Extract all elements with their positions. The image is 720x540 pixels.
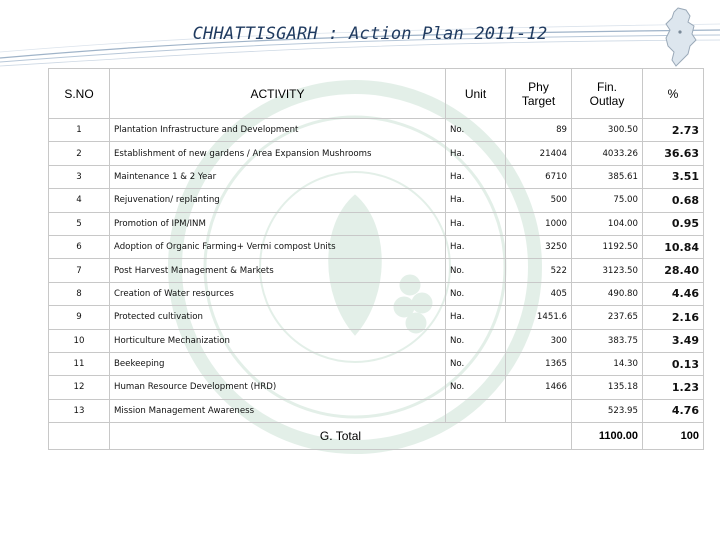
cell-sno: 7 [49, 259, 110, 282]
cell-outlay: 104.00 [572, 212, 643, 235]
cell-activity: Horticulture Mechanization [110, 329, 446, 352]
cell-activity: Beekeeping [110, 352, 446, 375]
cell-sno: 12 [49, 376, 110, 399]
cell-percent: 0.95 [643, 212, 704, 235]
cell-activity: Post Harvest Management & Markets [110, 259, 446, 282]
cell-outlay: 237.65 [572, 306, 643, 329]
cell-sno: 9 [49, 306, 110, 329]
total-label: G. Total [110, 423, 572, 450]
total-row [49, 423, 704, 450]
cell-activity: Adoption of Organic Farming+ Vermi compost Units [110, 235, 446, 258]
cell-target: 405 [506, 282, 572, 305]
cell-outlay: 383.75 [572, 329, 643, 352]
cell-outlay: 1192.50 [572, 235, 643, 258]
cell-unit: Ha. [446, 212, 506, 235]
total-outlay: 1100.00 [572, 423, 643, 450]
cell-unit: No. [446, 329, 506, 352]
table-row [49, 119, 704, 142]
cell-sno: 13 [49, 399, 110, 422]
table-row [49, 306, 704, 329]
cell-percent: 2.16 [643, 306, 704, 329]
cell-target: 89 [506, 119, 572, 142]
total-percent: 100 [643, 423, 704, 450]
cell-target: 1451.6 [506, 306, 572, 329]
cell-sno: 10 [49, 329, 110, 352]
total-blank-cell [49, 423, 110, 450]
cell-outlay: 490.80 [572, 282, 643, 305]
cell-percent: 10.84 [643, 235, 704, 258]
header-target [506, 69, 572, 119]
cell-percent: 2.73 [643, 119, 704, 142]
cell-unit: Ha. [446, 142, 506, 165]
cell-outlay: 4033.26 [572, 142, 643, 165]
cell-target: 522 [506, 259, 572, 282]
cell-target: 1466 [506, 376, 572, 399]
table-row [49, 142, 704, 165]
cell-unit: No. [446, 352, 506, 375]
cell-outlay: 135.18 [572, 376, 643, 399]
cell-sno: 8 [49, 282, 110, 305]
cell-target: 1365 [506, 352, 572, 375]
cell-activity: Rejuvenation/ replanting [110, 189, 446, 212]
table-row [49, 399, 704, 422]
table-row [49, 259, 704, 282]
cell-activity: Promotion of IPM/INM [110, 212, 446, 235]
table-row [49, 376, 704, 399]
table-row [49, 282, 704, 305]
cell-percent: 36.63 [643, 142, 704, 165]
cell-percent: 0.68 [643, 189, 704, 212]
cell-unit: Ha. [446, 165, 506, 188]
cell-activity: Establishment of new gardens / Area Expansion Mushrooms [110, 142, 446, 165]
cell-target: 300 [506, 329, 572, 352]
header-unit: Unit [446, 69, 506, 119]
cell-activity: Creation of Water resources [110, 282, 446, 305]
cell-sno: 6 [49, 235, 110, 258]
cell-percent: 3.49 [643, 329, 704, 352]
cell-outlay: 3123.50 [572, 259, 643, 282]
cell-unit: No. [446, 376, 506, 399]
cell-unit: No. [446, 119, 506, 142]
cell-target [506, 399, 572, 422]
header-activity: ACTIVITY [110, 69, 446, 119]
table-row [49, 189, 704, 212]
cell-percent: 4.46 [643, 282, 704, 305]
header-target-label: Phy Target [521, 79, 556, 108]
cell-sno: 2 [49, 142, 110, 165]
cell-sno: 3 [49, 165, 110, 188]
table-row [49, 352, 704, 375]
cell-unit: Ha. [446, 189, 506, 212]
cell-percent: 0.13 [643, 352, 704, 375]
cell-target: 1000 [506, 212, 572, 235]
cell-outlay: 300.50 [572, 119, 643, 142]
cell-outlay: 385.61 [572, 165, 643, 188]
cell-target: 21404 [506, 142, 572, 165]
cell-activity: Maintenance 1 & 2 Year [110, 165, 446, 188]
cell-outlay: 75.00 [572, 189, 643, 212]
cell-outlay: 523.95 [572, 399, 643, 422]
chhattisgarh-map-icon [648, 4, 714, 70]
cell-percent: 1.23 [643, 376, 704, 399]
cell-activity: Human Resource Development (HRD) [110, 376, 446, 399]
cell-unit: No. [446, 259, 506, 282]
header-percent: % [643, 69, 704, 119]
cell-sno: 1 [49, 119, 110, 142]
action-plan-table [48, 68, 704, 450]
table-row [49, 329, 704, 352]
cell-unit: Ha. [446, 306, 506, 329]
cell-percent: 4.76 [643, 399, 704, 422]
cell-target: 500 [506, 189, 572, 212]
table-row [49, 165, 704, 188]
cell-outlay: 14.30 [572, 352, 643, 375]
cell-sno: 4 [49, 189, 110, 212]
table-row [49, 212, 704, 235]
table-header-row [49, 69, 704, 119]
header-outlay-label: Fin. Outlay [589, 79, 625, 108]
cell-percent: 28.40 [643, 259, 704, 282]
cell-unit: No. [446, 282, 506, 305]
cell-activity: Protected cultivation [110, 306, 446, 329]
cell-unit [446, 399, 506, 422]
cell-activity: Plantation Infrastructure and Development [110, 119, 446, 142]
page-title: CHHATTISGARH : Action Plan 2011-12 [192, 24, 548, 44]
cell-sno: 11 [49, 352, 110, 375]
header-outlay [572, 69, 643, 119]
table-row [49, 235, 704, 258]
cell-sno: 5 [49, 212, 110, 235]
cell-unit: Ha. [446, 235, 506, 258]
cell-percent: 3.51 [643, 165, 704, 188]
cell-activity: Mission Management Awareness [110, 399, 446, 422]
cell-target: 6710 [506, 165, 572, 188]
cell-target: 3250 [506, 235, 572, 258]
header-sno: S.NO [49, 69, 110, 119]
